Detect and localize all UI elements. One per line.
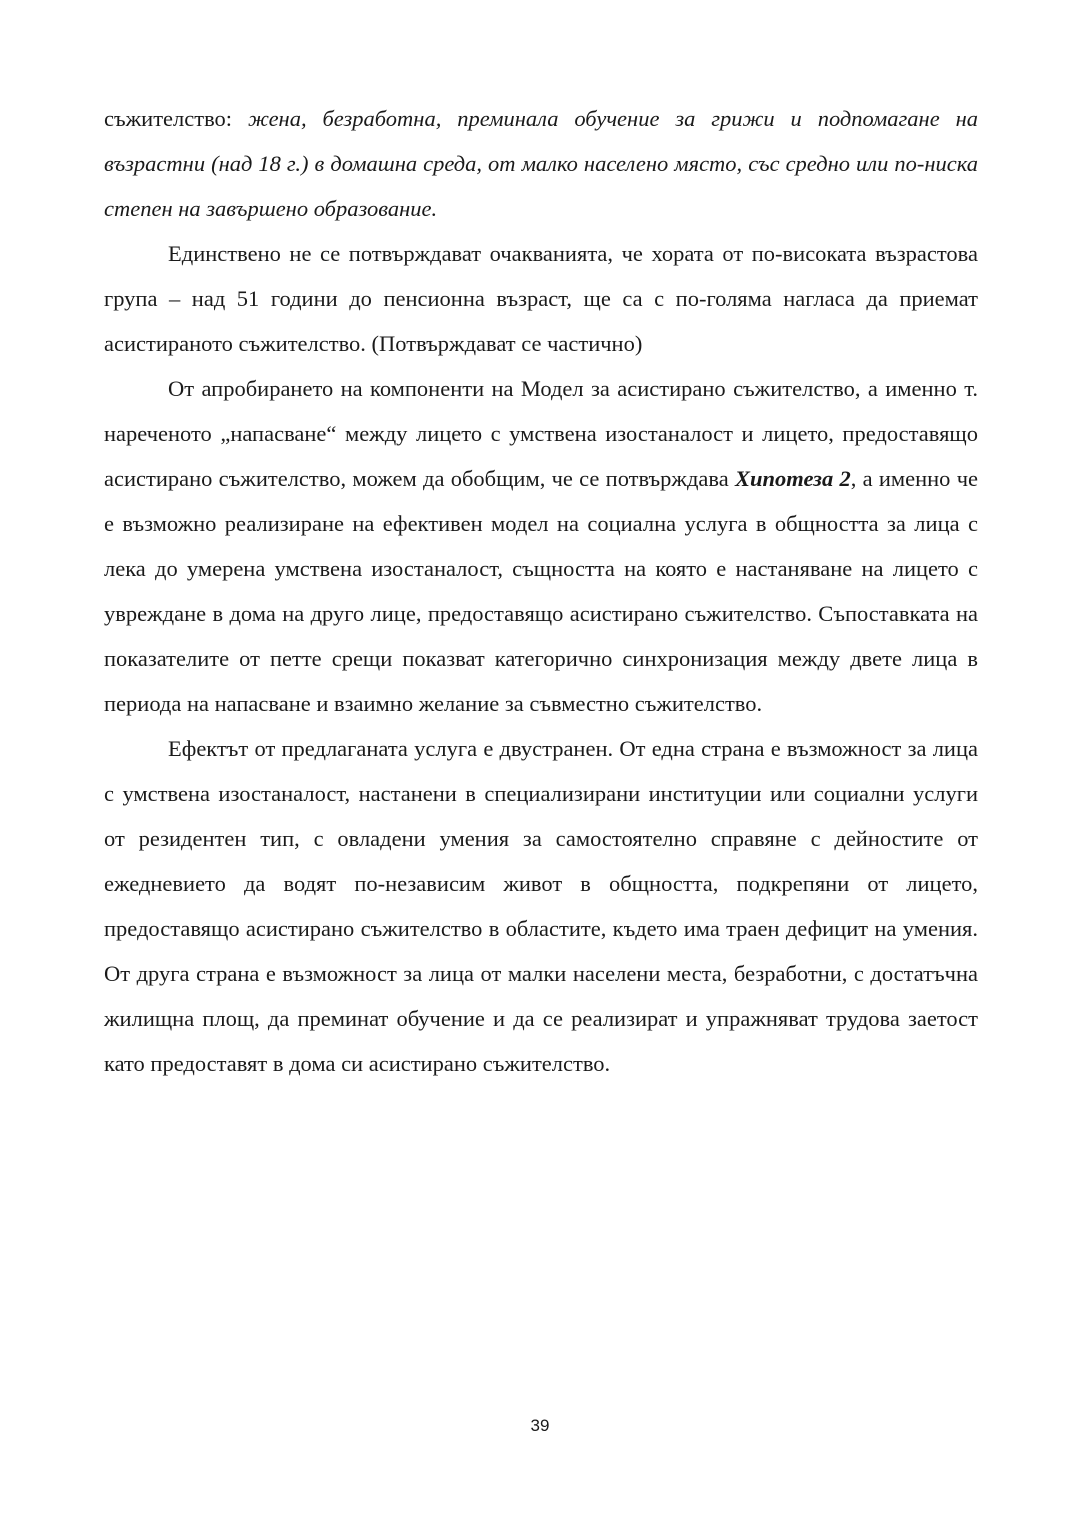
- text-run: От апробирането на компоненти на Модел за асистирано съжителство, а именно т. нареченото „напасване“ между лицето с умствена изостаналост и лицето, предоставящо асистирано съжителство, можем да обобщим, че се потвърждава: [104, 376, 978, 491]
- text-run: Ефектът от предлаганата услуга е двустранен. От една страна е възможност за лица с умствена изостаналост, настанени в специализирани институции или социални услуги от резидентен тип, с овладени умения за самостоятелно справяне с дейностите от ежедневието да водят по-независим живот в общността, подкрепяни от лицето, предоставящо асистирано съжителство в областите, където има траен дефицит на умения. От друга страна е възможност за лица от малки населени места, безработни, с достатъчна жилищна площ, да преминат обучение и да се реализират и упражняват трудова заетост като предоставят в дома си асистирано съжителство.: [104, 736, 978, 1076]
- hypothesis-label: Хипотеза 2: [734, 466, 851, 491]
- paragraph-1: [104, 96, 978, 231]
- text-run: , а именно че е възможно реализиране на ефективен модел на социална услуга в общността за лица с лека до умерена умствена изостаналост, същността на която е настаняване на лицето с увреждане в дома на друго лице, предоставящо асистирано съжителство. Съпоставката на показателите от петте срещи показват категорично синхронизация между двете лица в периода на напасване и взаимно желание за съвместно съжителство.: [104, 466, 978, 716]
- page-number: 39: [530, 1416, 550, 1435]
- text-run: съжителство:: [104, 106, 248, 131]
- text-run: Единствено не се потвърждават очакванията, че хората от по-високата възрастова група – над 51 години до пенсионна възраст, ще са с по-голяма нагласа да приемат асистираното съжителство. (Потвърждават се частично): [104, 241, 978, 356]
- document-body: [104, 96, 978, 1086]
- paragraph-3: [104, 366, 978, 726]
- italic-text-run: жена, безработна, преминала обучение за грижи и подпомагане на възрастни (над 18 г.) в домашна среда, от малко населено място, със средно или по-ниска степен на завършено образование.: [104, 106, 978, 221]
- paragraph-4: [104, 726, 978, 1086]
- paragraph-2: [104, 231, 978, 366]
